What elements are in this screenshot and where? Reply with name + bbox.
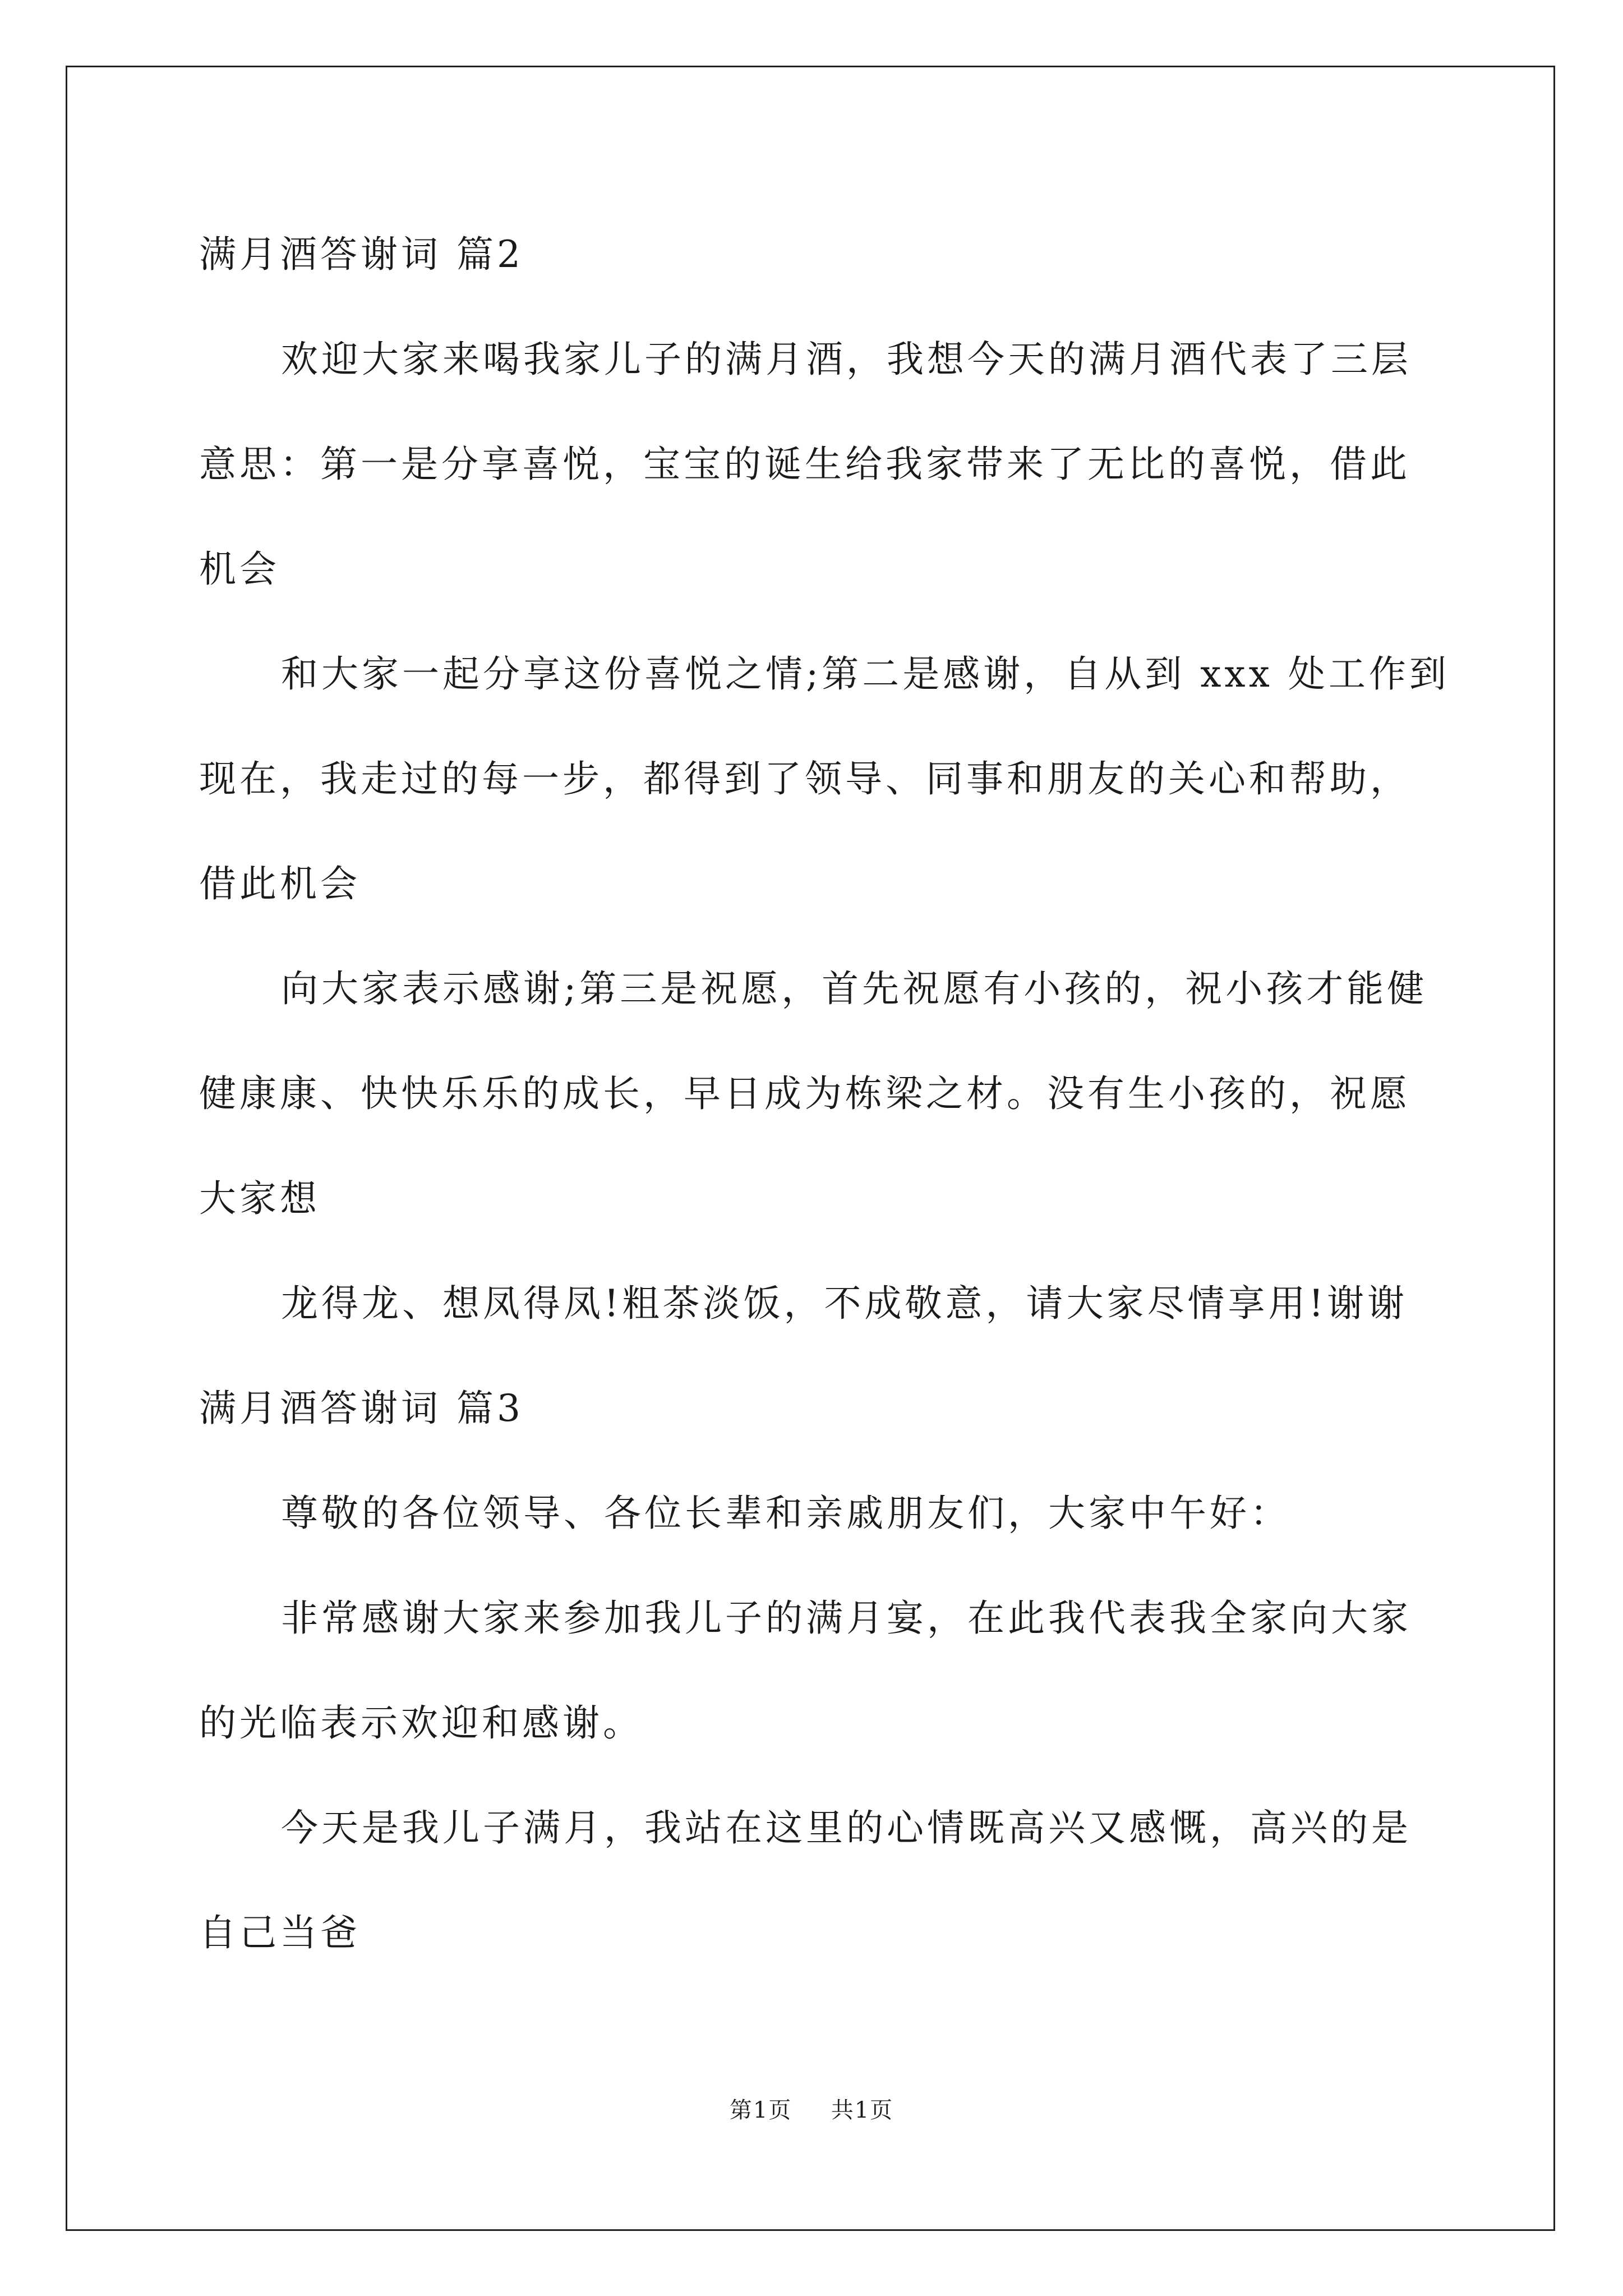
paragraph-line: 的光临表示欢迎和感谢。: [199, 1701, 643, 1745]
paragraph-line: 和大家一起分享这份喜悦之情;第二是感谢，自从到 xxx 处工作到: [281, 652, 1450, 696]
document-body: [199, 202, 1450, 1985]
paragraph-line: 大家想: [199, 1177, 320, 1220]
paragraph-line: 自己当爸: [199, 1911, 361, 1954]
paragraph-line: 意思：第一是分享喜悦，宝宝的诞生给我家带来了无比的喜悦，借此: [199, 443, 1410, 486]
paragraph-line: 向大家表示感谢;第三是祝愿，首先祝愿有小孩的，祝小孩才能健: [281, 967, 1428, 1010]
page-footer: [0, 2092, 1623, 2124]
page-total: 共1页: [831, 2097, 894, 2123]
paragraph-line: 非常感谢大家来参加我儿子的满月宴，在此我代表我全家向大家: [281, 1596, 1412, 1640]
heading-section-3: 满月酒答谢词 篇3: [199, 1387, 524, 1430]
paragraph-line: 现在，我走过的每一步，都得到了领导、同事和朋友的关心和帮助，: [199, 757, 1410, 800]
page-number: 第1页: [729, 2097, 792, 2123]
paragraph-line: 龙得龙、想凤得凤!粗茶淡饭，不成敬意，请大家尽情享用!谢谢: [281, 1282, 1408, 1325]
paragraph-line: 健康康、快快乐乐的成长，早日成为栋梁之材。没有生小孩的，祝愿: [199, 1072, 1410, 1115]
paragraph-line: 尊敬的各位领导、各位长辈和亲戚朋友们，大家中午好：: [281, 1492, 1290, 1535]
paragraph-line: 今天是我儿子满月，我站在这里的心情既高兴又感慨，高兴的是: [281, 1806, 1412, 1849]
paragraph-line: 欢迎大家来喝我家儿子的满月酒，我想今天的满月酒代表了三层: [281, 338, 1412, 381]
paragraph-line: 机会: [199, 547, 280, 591]
paragraph-line: 借此机会: [199, 862, 361, 905]
heading-section-2: 满月酒答谢词 篇2: [199, 233, 524, 276]
